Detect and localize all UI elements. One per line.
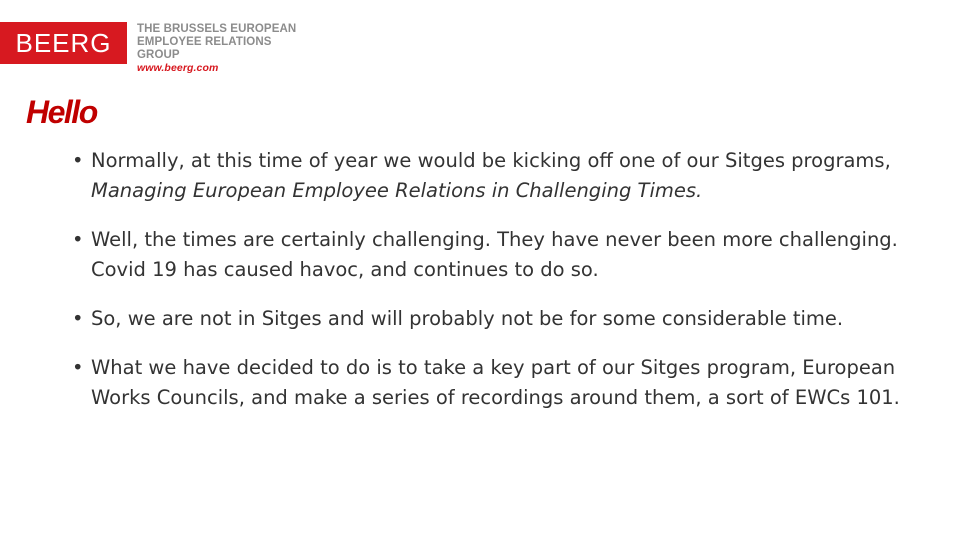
logo-line-1: THE BRUSSELS EUROPEAN — [137, 23, 297, 35]
bullet-text: So, we are not in Sitges and will probably not be for some considerable time. — [91, 307, 844, 330]
logo-brand: BEERG — [15, 27, 112, 58]
logo-url: www.beerg.com — [137, 62, 219, 74]
bullet-list — [72, 146, 912, 432]
logo-line-2: EMPLOYEE RELATIONS GROUP — [137, 36, 272, 61]
bullet-text: What we have decided to do is to take a key part of our Sitges program, European Works Councils, and make a series of recordings around them, a sort of EWCs 101. — [91, 356, 900, 409]
bullet-item — [72, 353, 912, 413]
bullet-text: Well, the times are certainly challenging. They have never been more challenging. Covid 19 has caused havoc, and continues to do so. — [91, 228, 898, 281]
bullet-icon: • — [72, 228, 84, 251]
bullet-icon: • — [72, 356, 84, 379]
bullet-text: Normally, at this time of year we would be kicking off one of our Sitges programs, — [91, 149, 891, 172]
bullet-item — [72, 225, 912, 285]
bullet-icon: • — [72, 149, 84, 172]
logo-badge — [0, 22, 127, 64]
bullet-icon: • — [72, 307, 84, 330]
logo-tagline — [137, 23, 300, 75]
slide-title: Hello — [26, 94, 97, 130]
bullet-item — [72, 146, 912, 206]
bullet-item — [72, 304, 912, 334]
beerg-logo — [0, 22, 300, 74]
program-title: Managing European Employee Relations in Challenging Times. — [91, 179, 703, 202]
